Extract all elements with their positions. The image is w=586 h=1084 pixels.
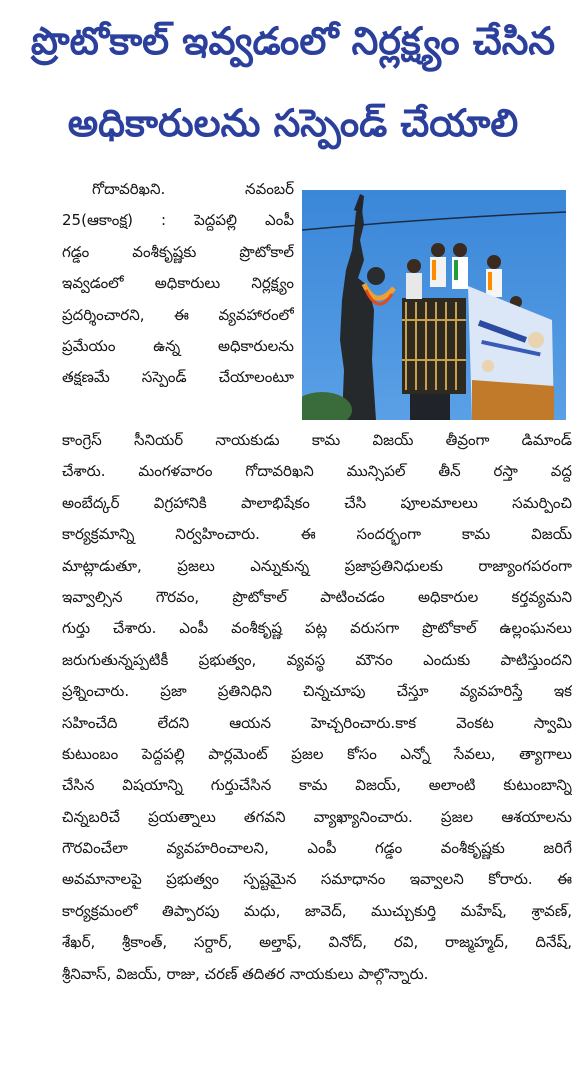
article-body-line: కార్యక్రమాన్ని నిర్వహించారు. ఈ సందర్భంగా కామ విజయ్ — [62, 525, 572, 544]
article-body-line: సహించేది లేదని ఆయన హెచ్చరించారు.కాక వెంకట స్వామి — [62, 713, 572, 732]
headline-line-2: అధికారులను సస్పెండ్ చేయాలి — [67, 101, 519, 145]
article-body-line: గుర్తు చేశారు. ఎంపీ వంశీకృష్ణ పట్ల వరుసగా ప్రొటోకాల్ ఉల్లంఘనలు — [62, 619, 572, 638]
headline — [0, 0, 586, 160]
article-body-line: గౌరవించేలా వ్యవహరించాలని, ఎంపీ గడ్డం వంశీకృష్ణకు జరిగే — [62, 839, 572, 858]
article-body-line: శ్రీనివాస్, విజయ్, రాజు, చరణ్ తదితర నాయకులు పాల్గొన్నారు. — [62, 964, 429, 983]
article-intro — [62, 174, 294, 394]
article-body-line: ప్రశ్నించారు. ప్రజా ప్రతినిధిని చిన్నచూపు చేస్తూ వ్యవహరిస్తే ఇక — [62, 682, 572, 701]
article-body-line: అంబేద్కర్ విగ్రహానికి పాలాభిషేకం చేసి పూలమాలలు సమర్పించి — [62, 493, 572, 512]
photo-illustration — [302, 190, 566, 420]
article-intro-line: గడ్డం వంశీకృష్ణకు ప్రొటోకాల్ — [62, 242, 294, 261]
article-intro-line: తక్షణమే సస్పెండ్ చేయాలంటూ — [62, 368, 294, 387]
article-body-line: ఇవ్వాల్సిన గౌరవం, ప్రొటోకాల్ పాటించడం అధికారుల కర్తవ్యమని — [62, 587, 572, 606]
article-body-line: కుటుంబం పెద్దపల్లి పార్లమెంట్ ప్రజల కోసం ఎన్నో సేవలు, త్యాగాలు — [62, 744, 572, 763]
article-intro-line: ప్రదర్శించారని, ఈ వ్యవహారంలో — [62, 305, 294, 324]
article-body-line: శేఖర్, శ్రీకాంత్, సర్దార్, అల్తాఫ్, వినోద్, రవి, రాజ్మహ్మద్, దినేష్, — [62, 933, 572, 952]
article-body-line: జరుగుతున్నప్పటికీ ప్రభుత్వం, వ్యవస్థ మౌనం ఎందుకు పాటిస్తుందని — [62, 650, 572, 669]
statue-garlanding-photo-icon — [302, 190, 566, 420]
article-intro-line: గోదావరిఖని. నవంబర్ — [92, 180, 294, 198]
article-body-line: చిన్నబరిచే ప్రయత్నాలు తగవని వ్యాఖ్యానించారు. ప్రజల ఆశయాలను — [62, 807, 572, 826]
headline-line-1: ప్రొటోకాల్ ఇవ్వడంలో నిర్లక్ష్యం చేసిన — [30, 19, 556, 63]
article-body-line: అవమానాలపై ప్రభుత్వం స్పష్టమైన సమాధానం ఇవ్వాలని కోరారు. ఈ — [62, 870, 572, 889]
article-body-line: కాంగ్రెస్ సీనియర్ నాయకుడు కామ విజయ్ తీవ్రంగా డిమాండ్ — [62, 431, 572, 449]
article-body-line: కార్యక్రమంలో తిప్పారపు మధు, జావెద్, ముచ్చుకుర్తి మహేష్, శ్రావణ్, — [62, 901, 572, 920]
article-intro-line: ఇవ్వడంలో అధికారులు నిర్లక్ష్యం — [62, 274, 294, 293]
article-intro-line: ప్రమేయం ఉన్న అధికారులను — [62, 336, 294, 355]
article-body-line: చేసిన విషయాన్ని గుర్తుచేసిన కామ విజయ్, అలాంటి కుటుంబాన్ని — [62, 776, 572, 795]
article-body-line: చేశారు. మంగళవారం గోదావరిఖని మున్సిపల్ తీన్ రస్తా వద్ద — [62, 462, 572, 481]
article-body-line: మాట్లాడుతూ, ప్రజలు ఎన్నుకున్న ప్రజాప్రతినిధులకు రాజ్యాంగపరంగా — [62, 556, 572, 575]
article-body — [62, 425, 572, 990]
article-intro-line: 25(ఆకాంక్ష) : పెద్దపల్లి ఎంపీ — [62, 211, 294, 230]
